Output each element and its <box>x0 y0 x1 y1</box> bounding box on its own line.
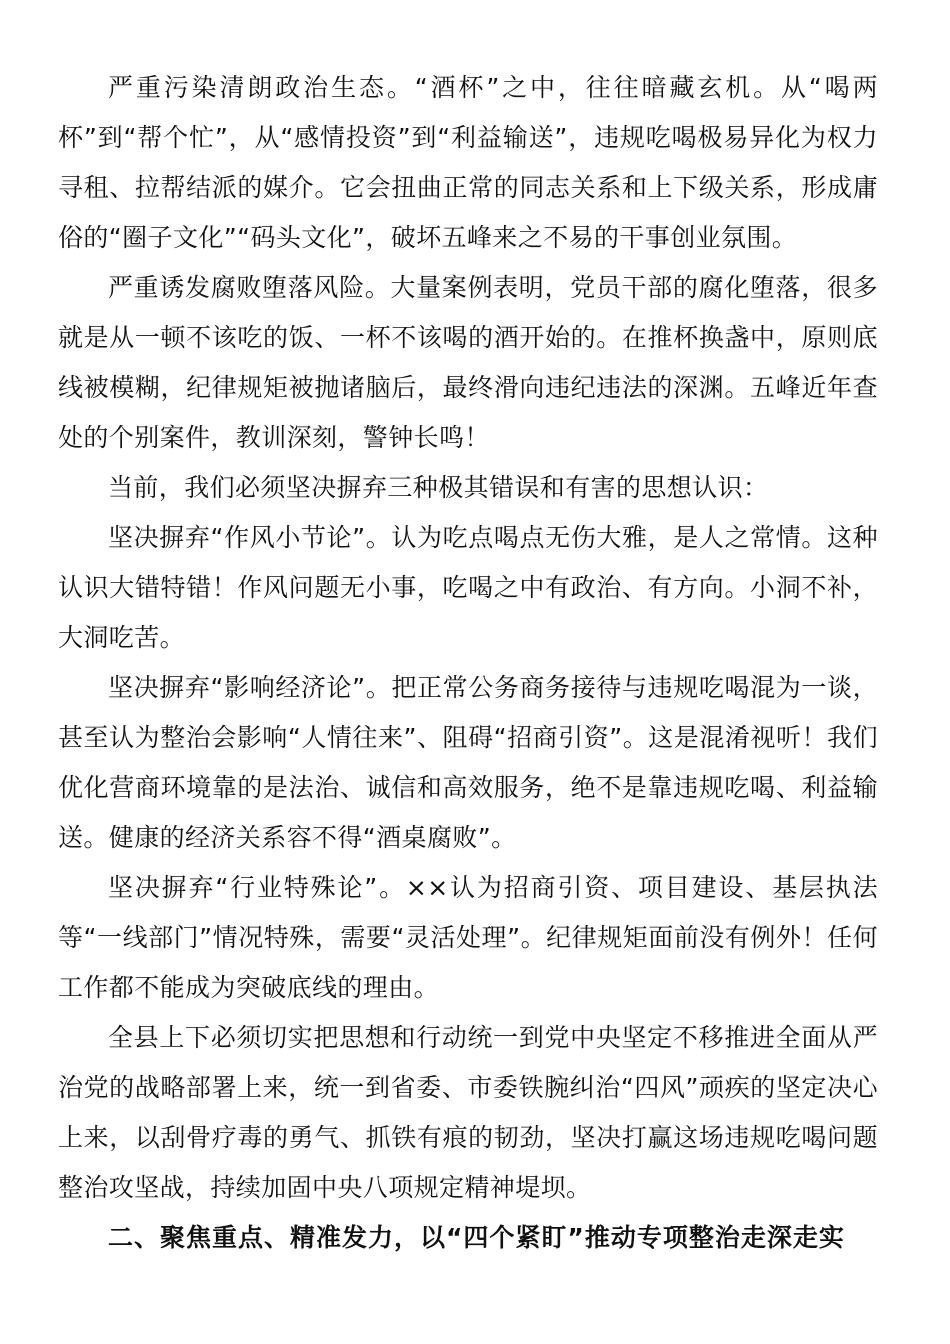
document-page <box>58 63 878 1263</box>
paragraph-political-ecology: 严重污染清朗政治生态。“酒杯”之中，往往暗藏玄机。从“喝两杯”到“帮个忙”，从“感情投资”到“利益输送”，违规吃喝极易异化为权力寻租、拉帮结派的媒介。它会扭曲正常的同志关系和上下级关系，形成庸俗的“圈子文化”“码头文化”，破坏五峰来之不易的干事创业氛围。 <box>58 73 878 252</box>
paragraph-industry-special-view: 坚决摒弃“行业特殊论”。××认为招商引资、项目建设、基层执法等“一线部门”情况特殊，需要“灵活处理”。纪律规矩面前没有例外！任何工作都不能成为突破底线的理由。 <box>58 873 878 1002</box>
paragraph-small-matter-view: 坚决摒弃“作风小节论”。认为吃点喝点无伤大雅，是人之常情。这种认识大错特错！作风问题无小事，吃喝之中有政治、有方向。小洞不补，大洞吃苦。 <box>58 523 878 652</box>
paragraph-corruption-risk: 严重诱发腐败堕落风险。大量案例表明，党员干部的腐化堕落，很多就是从一顿不该吃的饭、一杯不该喝的酒开始的。在推杯换盏中，原则底线被模糊，纪律规矩被抛诸脑后，最终滑向违纪违法的深渊。五峰近年查处的个别案件，教训深刻，警钟长鸣！ <box>58 273 878 452</box>
paragraph-three-wrong-views-intro: 当前，我们必须坚决摒弃三种极其错误和有害的思想认识： <box>108 473 769 502</box>
paragraph-county-commitment: 全县上下必须切实把思想和行动统一到党中央坚定不移推进全面从严治党的战略部署上来，统一到省委、市委铁腕纠治“四风”顽疾的坚定决心上来，以刮骨疗毒的勇气、抓铁有痕的韧劲，坚决打赢这场违规吃喝问题整治攻坚战，持续加固中央八项规定精神堤坝。 <box>58 1023 878 1202</box>
paragraph-economy-impact-view: 坚决摒弃“影响经济论”。把正常公务商务接待与违规吃喝混为一谈，甚至认为整治会影响“人情往来”、阻碍“招商引资”。这是混淆视听！我们优化营商环境靠的是法治、诚信和高效服务，绝不是靠违规吃喝、利益输送。健康的经济关系容不得“酒桌腐败”。 <box>58 673 878 852</box>
section-heading: 二、聚焦重点、精准发力，以“四个紧盯”推动专项整治走深走实 <box>108 1223 845 1252</box>
